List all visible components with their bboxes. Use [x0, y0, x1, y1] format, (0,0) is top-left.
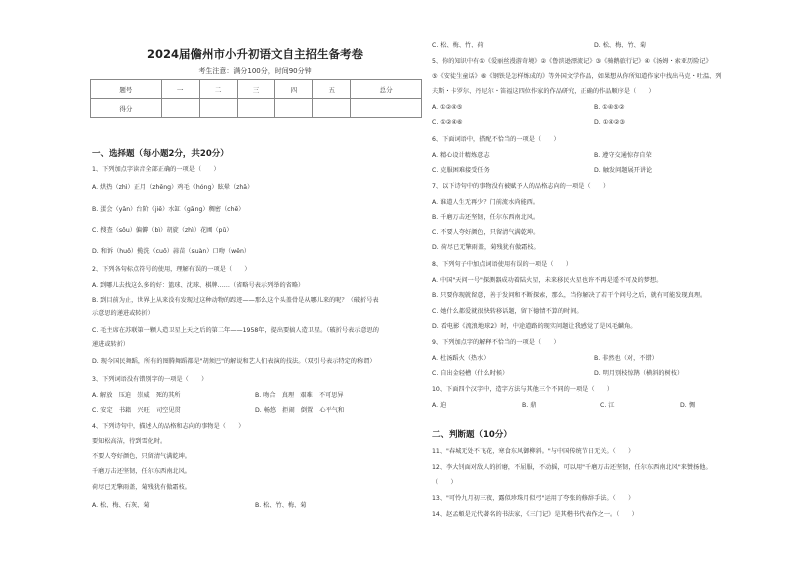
- q6-option-d: D. 触发问题展开讲论: [594, 167, 653, 174]
- q4-option-b: B. 松、竹、梅、菊: [255, 502, 307, 509]
- section-choice-heading: 一、选择题（每小题2分，共20分）: [92, 149, 229, 159]
- q8-option-a: A. 中国"天问一号"探测器成功着陆火星，未来移民火星也许不再是遥不可及的梦想。: [432, 277, 663, 284]
- q6-option-c: C. 克服困难接受任务: [432, 167, 490, 174]
- q5-option-c: C. ①②④⑥: [432, 119, 463, 126]
- section-judge-heading: 二、判断题（10分）: [432, 430, 512, 440]
- q3-option-b: B. 吻合 真理 艰难 不可思异: [255, 392, 344, 399]
- score-cell: 总分: [351, 80, 422, 99]
- q8-option-b: B. 只要你现就留意，善于发问和不断探索，那么，当你解决了若干个问号之后，就有可能发现真理。: [432, 292, 707, 299]
- q4-poem-line: 荷尽已无擎雨盖，菊残犹有傲霜枝。: [92, 484, 191, 491]
- question-6: 6、下面词语中，搭配不恰当的一项是（ ）: [432, 136, 560, 143]
- q9-option-c: C. 自出金轻槽（什么时候）: [432, 370, 509, 377]
- question-10: 10、下面四个汉字中，造字方法与其他三个不同的一项是（ ）: [432, 386, 614, 393]
- q4-poem-line: 不要人夸好颜色，只留清气满乾坤。: [92, 453, 191, 460]
- q4-option-a: A. 松、梅、石灰、菊: [92, 502, 150, 509]
- q2-option-d: D. 现今国民舞蹈，所有的图腾舞蹈都是"胡须巴"的解说和艺人们表演的技法。（双引号表示特定的称谓）: [92, 358, 376, 365]
- q3-option-a: A. 解放 压迫 崇威 死的其所: [92, 392, 181, 399]
- score-input-cell[interactable]: [275, 99, 313, 118]
- q10-option-b: B. 鼎: [522, 402, 537, 409]
- q2-option-c: C. 毛主席在苏联第一颗人造卫星上天之后的第二年——1958年，提出要搞人造卫星。（破折号表示意思的: [92, 327, 379, 334]
- q9-option-a: A. 杜汤蹈火（热水）: [432, 355, 490, 362]
- q2-option-c-cont: 递进或转折）: [92, 341, 130, 348]
- q1-option-d: D. 和诉（huō）揽洗（cuō）蒜苗（suàn）口吻（wěn）: [92, 248, 251, 255]
- q1-option-a: A. 烘热（zhì）正月（zhēng）鸡毛（hóng）眩晕（zhā）: [92, 184, 254, 191]
- q1-option-b: B. 蛋会（yān）台阶（jiē）水缸（gāng）稠密（chē）: [92, 206, 245, 213]
- score-input-cell[interactable]: [161, 99, 199, 118]
- score-table-header-row: [91, 80, 422, 99]
- q4-option-c: C. 松、梅、竹、荷: [432, 42, 484, 49]
- question-12-answer: （ ）: [432, 479, 457, 486]
- score-input-cell[interactable]: [313, 99, 351, 118]
- score-input-cell[interactable]: [351, 99, 422, 118]
- q8-option-d: D. 看电影《流浪地球2》时，中途道路的现实问题让我感觉了是风毛麟角。: [432, 323, 637, 330]
- q6-option-b: B. 遵守交通惊存自荣: [594, 152, 652, 159]
- q4-poem-line: 千磨万击还坚韧，任尔东西南北风。: [92, 468, 191, 475]
- q10-option-c: C. 江: [600, 402, 615, 409]
- score-input-cell[interactable]: [199, 99, 237, 118]
- question-2: 2、下列各句标点符号的使用，理解有误的一项是（ ）: [92, 266, 251, 273]
- question-11: 11、"春城无处不飞花，寒食东风御柳斜。"与中国传统节日无关。（ ）: [432, 448, 635, 455]
- question-5-line2: ⑤《安徒生童话》⑥《钢铁是怎样炼成的》等外国文学作品，如果想从你所知道作家中找出马克・吐温、列: [432, 73, 722, 80]
- q3-option-c: C. 安定 书籍 兴旺 司空见贯: [92, 407, 181, 414]
- question-13: 13、"可怜九月初三夜，露似珍珠月似弓"运用了夸张的修辞手法。（ ）: [432, 495, 635, 502]
- question-4: 4、下列诗句中，描述人的品格和志向的事物是（ ）: [92, 423, 245, 430]
- question-5-line1: 5、你的知识中有①《爱丽丝漫游奇境》②《鲁滨逊漂流记》③《骑鹅旅行记》④《汤姆・索亚历险记》: [432, 58, 712, 65]
- q2-option-b-cont: 示意思的递进或转折）: [92, 310, 154, 317]
- q7-option-b: B. 千磨万击还坚韧，任尔东西南北风。: [432, 214, 540, 221]
- score-cell: 二: [199, 80, 237, 99]
- score-table-score-row: [91, 99, 422, 118]
- q10-option-a: A. 迫: [432, 402, 447, 409]
- question-12: 12、李大钊面对敌人的折磨，不屈服，不动摇，可以用"千磨万击还坚韧，任尔东西南北风"来赞扬他。: [432, 464, 712, 471]
- question-14: 14、赵孟頫是元代著名的书法家，《三门记》是其楷书代表作之一。（ ）: [432, 511, 638, 518]
- q2-option-a: A. 到哪儿去找这么多的好：篮球、沈球、棋牌……（省略号表示列举的省略）: [92, 282, 305, 289]
- question-7: 7、以下诗句中的事物没有被赋予人的品格志向的一项是（ ）: [432, 183, 610, 190]
- exam-notice: 考生注意：满分100分，时间90分钟: [198, 67, 312, 75]
- q4-option-d: D. 松、梅、竹、菊: [594, 42, 647, 49]
- score-cell: 三: [237, 80, 275, 99]
- q1-option-c: C. 搜查（sōu）偏僻（bì）胡旋（zhì）花圃（pǔ）: [92, 227, 233, 234]
- score-cell: 五: [313, 80, 351, 99]
- q8-option-c: C. 她什么都爱就很快转移话题，留下德情不算的时间。: [432, 308, 583, 315]
- score-cell: 题号: [91, 80, 162, 99]
- question-9: 9、下列加点字的解释不恰当的一项是（ ）: [432, 339, 560, 346]
- question-8: 8、下列句子中加点词语使用有误的一项是（ ）: [432, 261, 573, 268]
- question-5-line3: 夫斯・卡罗尔、丹尼尔・笛福这四位作家的作品研究，正确的作品顺序是（ ）: [432, 88, 655, 95]
- q7-option-d: D. 荷尽已无擎雨盖，菊残犹有傲霜枝。: [432, 244, 540, 251]
- score-table: [90, 79, 422, 118]
- q7-option-c: C. 不要人夸好颜色，只留清气满乾坤。: [432, 229, 540, 236]
- q10-option-d: D. 惆: [680, 402, 695, 409]
- score-cell: 四: [275, 80, 313, 99]
- question-1: 1、下列加点字读音全部正确的一项是（ ）: [92, 166, 220, 173]
- q2-option-b: B. 到目前为止，世界上从来没有发现过这种动物的踪迹——那么这个头盖骨是从哪儿来的呢？（破折号表: [92, 297, 379, 304]
- q3-option-d: D. 畅悠 拒闹 倒置 心平气和: [255, 407, 345, 414]
- q5-option-a: A. ①②④⑤: [432, 104, 463, 111]
- score-cell: 一: [161, 80, 199, 99]
- q4-poem-line: 要知松高洁，待到雪化时。: [92, 438, 167, 445]
- q7-option-a: A. 谁道人生无再少？门前流水尚能西。: [432, 199, 540, 206]
- q5-option-b: B. ①④⑤②: [594, 104, 625, 111]
- score-cell: 得分: [91, 99, 162, 118]
- question-3: 3、下列词语没有错别字的一项是（ ）: [92, 376, 208, 383]
- score-input-cell[interactable]: [237, 99, 275, 118]
- q6-option-a: A. 精心设计精炼意志: [432, 152, 490, 159]
- q9-option-b: B. 非然也（对，不错）: [594, 355, 658, 362]
- q5-option-d: D. ①④②③: [594, 119, 625, 126]
- exam-title: 2024届儋州市小升初语文自主招生备考卷: [146, 47, 363, 61]
- q9-option-d: D. 明月别枝惊鹊（横斜的树枝）: [594, 370, 684, 377]
